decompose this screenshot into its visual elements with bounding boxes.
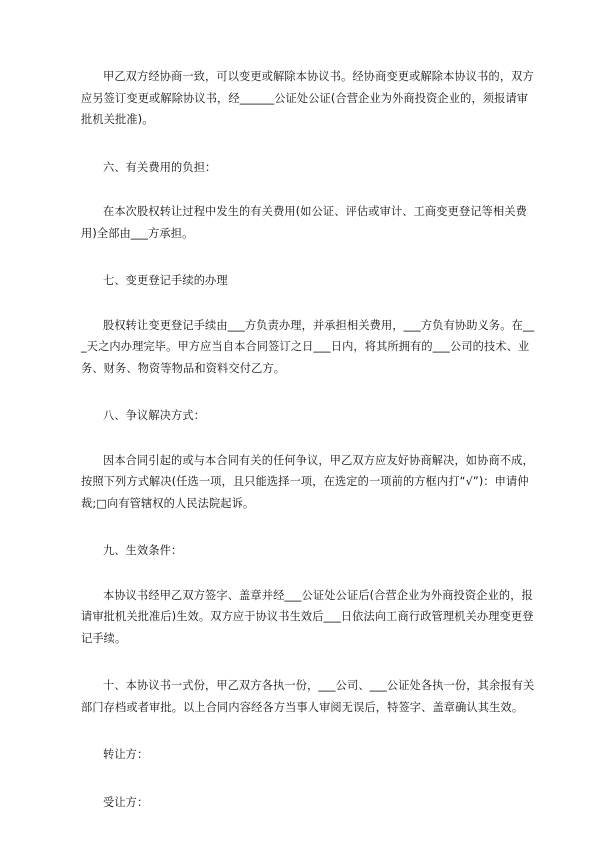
spacer <box>81 178 538 201</box>
spacer <box>81 427 538 450</box>
spacer <box>81 649 538 675</box>
section-heading-registration: 七、变更登记手续的办理 <box>103 274 228 287</box>
paragraph-fees: 在本次股权转让过程中发生的有关费用(如公证、评估或审计、工商变更登记等相关费用)全部由___方承担。 <box>81 205 528 240</box>
transferee-signature-label: 受让方： <box>103 795 149 809</box>
paragraph-dispute: 因本合同引起的或与本合同有关的任何争议，甲乙双方应友好协商解决，如协商不成，按照下列方式解决(任选一项，且只能选择一项，在选定的一项前的方框内打“√”)：申请仲裁;□向有管辖权的人民法院起诉。 <box>81 453 534 510</box>
paragraph-modification: 甲乙双方经协商一致，可以变更或解除本协议书。经协商变更或解除本协议书的，双方应另签订变更或解除协议书，经______公证处公证(合营企业为外商投资企业的，须报请审批机关批准)。 <box>81 70 534 126</box>
spacer <box>81 766 538 792</box>
spacer <box>81 718 538 744</box>
document-body <box>81 66 538 813</box>
spacer <box>81 131 538 157</box>
spacer <box>81 244 538 270</box>
section-heading-effectiveness: 九、生效条件： <box>103 544 183 557</box>
paragraph-effectiveness: 本协议书经甲乙双方签字、盖章并经___公证处公证后(合营企业为外商投资企业的，报请审批机关批准后)生效。双方应于协议书生效后___日依法向工商行政管理机关办理变更登记手续。 <box>81 588 534 645</box>
spacer <box>81 292 538 315</box>
transferor-signature-label: 转让方： <box>103 748 149 761</box>
section-heading-dispute: 八、争议解决方式： <box>103 409 206 422</box>
spacer <box>81 379 538 405</box>
paragraph-copies: 十、本协议书一式份，甲乙双方各执一份，___公司、___公证处各执一份，其余报有关部门存档或者审批。以上合同内容经各方当事人审阅无误后，特签字、盖章确认其生效。 <box>81 679 535 714</box>
spacer <box>81 514 538 540</box>
section-heading-fees: 六、有关费用的负担： <box>103 160 217 174</box>
paragraph-registration: 股权转让变更登记手续由___方负责办理，并承担相关费用，___方负有协助义务。在___天之内办理完毕。甲方应当自本合同签订之日___日内，将其所拥有的___公司的技术、业务、财务、物资等物品和资料交付乙方。 <box>81 318 535 375</box>
spacer <box>81 562 538 585</box>
